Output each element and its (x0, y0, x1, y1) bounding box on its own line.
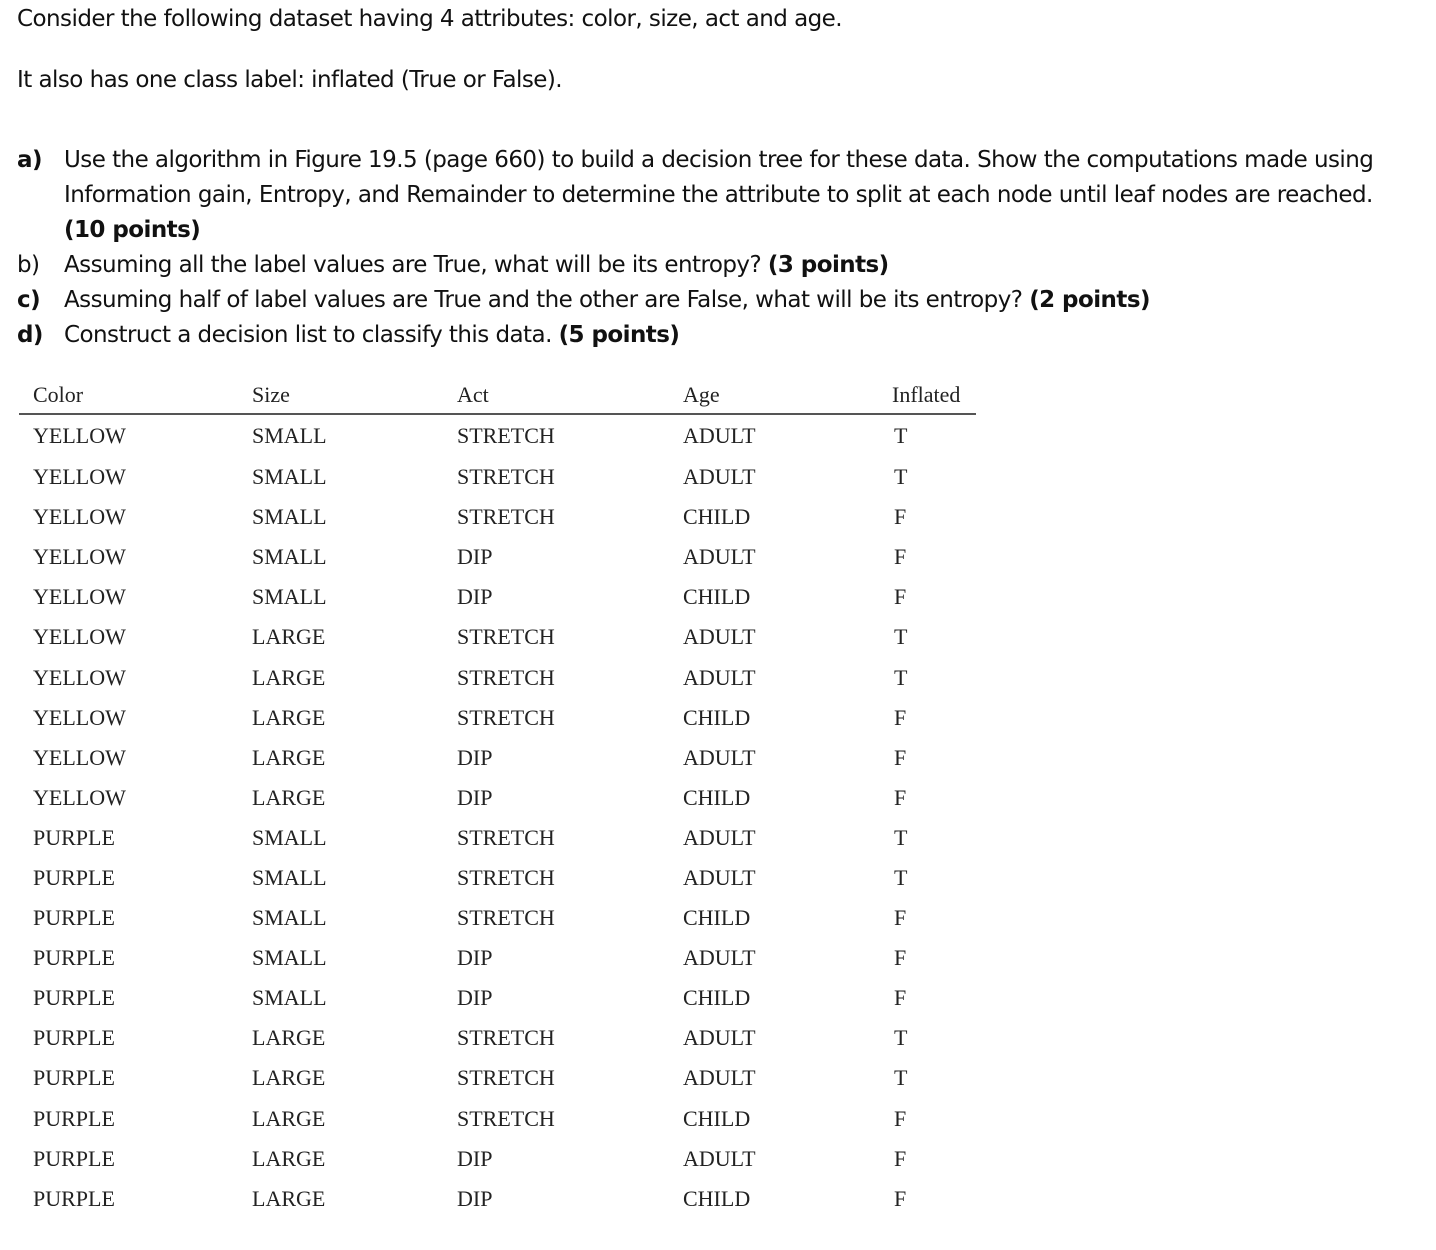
cell-age: ADULT (683, 1025, 756, 1051)
cell-size: SMALL (252, 464, 327, 490)
table-row (19, 818, 976, 858)
cell-inflated: F (894, 985, 907, 1011)
cell-size: SMALL (252, 423, 327, 448)
table-row (19, 898, 976, 938)
cell-size: SMALL (252, 985, 327, 1011)
cell-size: SMALL (252, 905, 327, 931)
table-row (19, 457, 976, 497)
cell-color: YELLOW (33, 664, 126, 690)
cell-act: DIP (457, 1145, 493, 1171)
cell-age: CHILD (683, 504, 751, 530)
cell-inflated: T (894, 824, 908, 850)
question-points: (5 points) (558, 322, 680, 348)
question-marker: a) (17, 147, 42, 173)
cell-color: PURPLE (33, 945, 115, 971)
table-row (19, 1018, 976, 1058)
cell-size: LARGE (252, 664, 326, 690)
cell-color: PURPLE (33, 1185, 115, 1211)
question-text: Use the algorithm in Figure 19.5 (page 660) to build a decision tree for these data. Show the computations made using Information gain, Entropy, and Remainder to determine the attribute to split at each node until leaf nodes are reached. (64, 147, 1374, 208)
cell-act: STRETCH (457, 464, 555, 490)
cell-age: ADULT (683, 624, 756, 650)
cell-age: ADULT (683, 423, 756, 448)
intro-line-attributes: Consider the following dataset having 4 attributes: color, size, act and age. (17, 6, 843, 32)
cell-inflated: T (894, 464, 908, 490)
cell-act: DIP (457, 945, 493, 971)
question-points: (2 points) (1029, 287, 1150, 313)
cell-act: DIP (457, 985, 493, 1011)
cell-size: LARGE (252, 624, 326, 650)
cell-size: SMALL (252, 945, 327, 971)
table-row (19, 657, 976, 697)
cell-act: STRETCH (457, 504, 555, 530)
cell-act: DIP (457, 784, 493, 810)
cell-size: LARGE (252, 1105, 326, 1131)
cell-size: SMALL (252, 504, 327, 530)
table-row (19, 1179, 976, 1219)
question-text: Construct a decision list to classify this data. (64, 322, 559, 348)
cell-act: DIP (457, 544, 493, 570)
cell-inflated: T (894, 864, 908, 890)
table-row (19, 1058, 976, 1098)
cell-age: CHILD (683, 784, 751, 810)
cell-size: LARGE (252, 784, 326, 810)
cell-act: STRETCH (457, 905, 555, 931)
cell-act: STRETCH (457, 423, 555, 448)
table-row (19, 978, 976, 1018)
table-row (19, 577, 976, 617)
question-points: (3 points) (767, 252, 889, 278)
cell-inflated: F (894, 504, 907, 530)
header-act: Act (443, 377, 669, 414)
question-points: (10 points) (64, 217, 201, 243)
question-text: Assuming half of label values are True and the other are False, what will be its entropy? (64, 287, 1030, 313)
question-c (17, 283, 1417, 318)
cell-inflated: F (894, 1105, 907, 1131)
table-row (19, 537, 976, 577)
header-inflated: Inflated (872, 377, 976, 414)
cell-age: ADULT (683, 864, 756, 890)
question-marker: b) (17, 252, 40, 278)
cell-age: CHILD (683, 1105, 751, 1131)
table-row (19, 617, 976, 657)
table-row (19, 938, 976, 978)
cell-size: LARGE (252, 704, 326, 730)
cell-inflated: F (894, 1145, 907, 1171)
cell-act: STRETCH (457, 864, 555, 890)
cell-color: PURPLE (33, 905, 115, 931)
cell-age: ADULT (683, 945, 756, 971)
question-list (17, 143, 1417, 353)
cell-inflated: F (894, 945, 907, 971)
cell-inflated: F (894, 704, 907, 730)
table-row (19, 778, 976, 818)
cell-inflated: T (894, 423, 908, 448)
cell-act: STRETCH (457, 1105, 555, 1131)
intro-line-class-label: It also has one class label: inflated (True or False). (17, 67, 563, 93)
cell-inflated: T (894, 1025, 908, 1051)
cell-color: YELLOW (33, 544, 126, 570)
cell-act: DIP (457, 1185, 493, 1211)
cell-age: ADULT (683, 824, 756, 850)
cell-size: LARGE (252, 1065, 326, 1091)
question-marker: c) (17, 287, 41, 313)
cell-color: YELLOW (33, 704, 126, 730)
cell-color: PURPLE (33, 1145, 115, 1171)
cell-color: PURPLE (33, 824, 115, 850)
cell-age: ADULT (683, 664, 756, 690)
cell-size: SMALL (252, 824, 327, 850)
cell-inflated: F (894, 905, 907, 931)
table-row (19, 497, 976, 537)
cell-size: SMALL (252, 584, 327, 610)
cell-age: ADULT (683, 1065, 756, 1091)
cell-age: CHILD (683, 704, 751, 730)
table-row (19, 738, 976, 778)
dataset-table (19, 377, 976, 1219)
table-row (19, 698, 976, 738)
cell-size: SMALL (252, 544, 327, 570)
cell-color: YELLOW (33, 504, 126, 530)
question-text: Assuming all the label values are True, what will be its entropy? (64, 252, 768, 278)
cell-size: LARGE (252, 1145, 326, 1171)
cell-color: PURPLE (33, 985, 115, 1011)
cell-act: DIP (457, 584, 493, 610)
cell-size: LARGE (252, 744, 326, 770)
table-header-row (19, 377, 976, 414)
cell-age: ADULT (683, 464, 756, 490)
question-marker: d) (17, 322, 43, 348)
header-size: Size (238, 377, 443, 414)
cell-inflated: F (894, 584, 907, 610)
cell-color: PURPLE (33, 1065, 115, 1091)
table-row (19, 858, 976, 898)
question-d (17, 318, 1417, 353)
table-row (19, 414, 976, 457)
cell-inflated: T (894, 664, 908, 690)
cell-age: ADULT (683, 1145, 756, 1171)
cell-act: STRETCH (457, 1025, 555, 1051)
cell-color: YELLOW (33, 464, 126, 490)
cell-color: YELLOW (33, 744, 126, 770)
cell-size: LARGE (252, 1185, 326, 1211)
cell-age: CHILD (683, 1185, 751, 1211)
cell-inflated: T (894, 1065, 908, 1091)
cell-inflated: F (894, 784, 907, 810)
cell-act: STRETCH (457, 1065, 555, 1091)
table-body (19, 414, 976, 1219)
cell-color: YELLOW (33, 584, 126, 610)
cell-color: PURPLE (33, 1105, 115, 1131)
cell-inflated: F (894, 1185, 907, 1211)
cell-color: YELLOW (33, 784, 126, 810)
question-a (17, 143, 1417, 248)
table-row (19, 1139, 976, 1179)
cell-act: STRETCH (457, 824, 555, 850)
cell-color: YELLOW (33, 423, 126, 448)
cell-color: PURPLE (33, 864, 115, 890)
cell-size: LARGE (252, 1025, 326, 1051)
header-age: Age (669, 377, 872, 414)
cell-inflated: T (894, 624, 908, 650)
cell-inflated: F (894, 544, 907, 570)
cell-age: CHILD (683, 905, 751, 931)
cell-act: DIP (457, 744, 493, 770)
table-row (19, 1099, 976, 1139)
cell-act: STRETCH (457, 664, 555, 690)
question-b (17, 248, 1417, 283)
cell-age: ADULT (683, 744, 756, 770)
cell-age: CHILD (683, 985, 751, 1011)
cell-color: PURPLE (33, 1025, 115, 1051)
cell-age: ADULT (683, 544, 756, 570)
cell-inflated: F (894, 744, 907, 770)
cell-age: CHILD (683, 584, 751, 610)
cell-act: STRETCH (457, 624, 555, 650)
header-color: Color (19, 377, 238, 414)
cell-act: STRETCH (457, 704, 555, 730)
cell-color: YELLOW (33, 624, 126, 650)
cell-size: SMALL (252, 864, 327, 890)
